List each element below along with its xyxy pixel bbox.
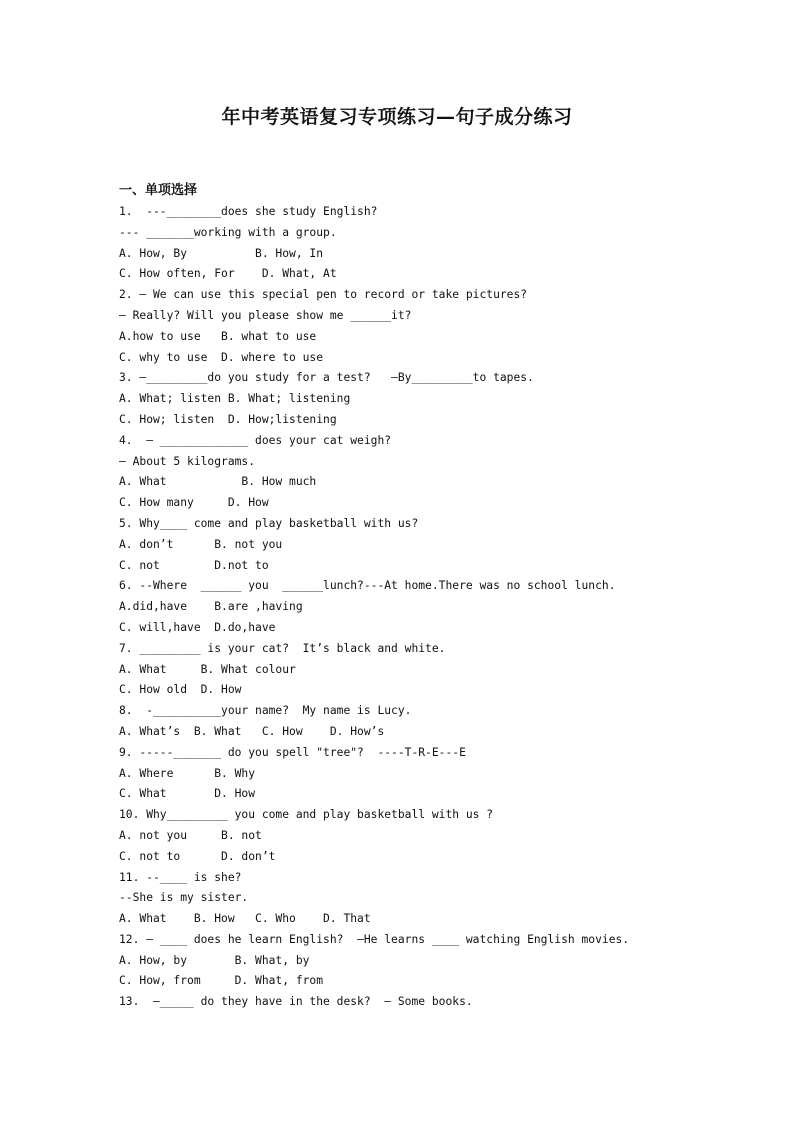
text-line: 3. —_________do you study for a test? —By_________to tapes. [119,371,534,385]
text-line: 7. _________ is your cat? It’s black and white. [119,641,446,655]
text-line: C. why to use D. where to use [119,350,324,364]
text-line: A. What B. How much [119,475,317,489]
text-line: C. What D. How [119,787,256,801]
text-line: C. will,have D.do,have [119,620,276,634]
text-line: — Really? Will you please show me ______it? [119,308,412,322]
text-line: C. How many D. How [119,496,269,510]
text-line: A. What’s B. What C. How D. How’s [119,724,385,738]
text-line: A. How, by B. What, by [119,953,310,967]
text-line: C. How, from D. What, from [119,974,324,988]
text-line: A. What B. What colour [119,662,296,676]
text-line: A. don’t B. not you [119,537,283,551]
text-line: C. How; listen D. How;listening [119,412,337,426]
section-heading: 一、单项选择 [119,183,198,198]
text-line: — About 5 kilograms. [119,454,256,468]
text-line: 12. — ____ does he learn English? —He learns ____ watching English movies. [119,932,630,946]
text-line: 8. -__________your name? My name is Lucy. [119,704,412,718]
text-line: 10. Why_________ you come and play basketball with us ? [119,808,494,822]
text-line: C. How often, For D. What, At [119,267,337,281]
page-title: 年中考英语复习专项练习—句子成分练习 [221,106,573,128]
text-line: C. not D.not to [119,558,269,572]
text-line: A. Where B. Why [119,766,256,780]
text-line: 11. --____ is she? [119,870,242,884]
text-line: 5. Why____ come and play basketball with us? [119,516,419,530]
text-line: --She is my sister. [119,891,249,905]
text-line: 4. — _____________ does your cat weigh? [119,433,392,447]
text-line: A. not you B. not [119,828,262,842]
text-line: A. What B. How C. Who D. That [119,912,371,926]
text-line: --- _______working with a group. [119,225,337,239]
text-line: 2. — We can use this special pen to record or take pictures? [119,288,528,302]
text-line: A. What; listen B. What; listening [119,392,351,406]
text-line: C. not to D. don’t [119,849,276,863]
text-line: 1. ---________does she study English? [119,205,378,218]
document-body [119,202,719,1013]
text-line: C. How old D. How [119,683,242,697]
text-line: 9. -----_______ do you spell "tree"? ----T-R-E---E [119,745,466,759]
text-line: 6. --Where ______ you ______lunch?---At home.There was no school lunch. [119,579,616,593]
text-line: A.how to use B. what to use [119,329,317,343]
text-line: A.did,have B.are ,having [119,600,303,614]
text-line: A. How, By B. How, In [119,246,324,260]
text-line: 13. —_____ do they have in the desk? — Some books. [119,995,473,1009]
